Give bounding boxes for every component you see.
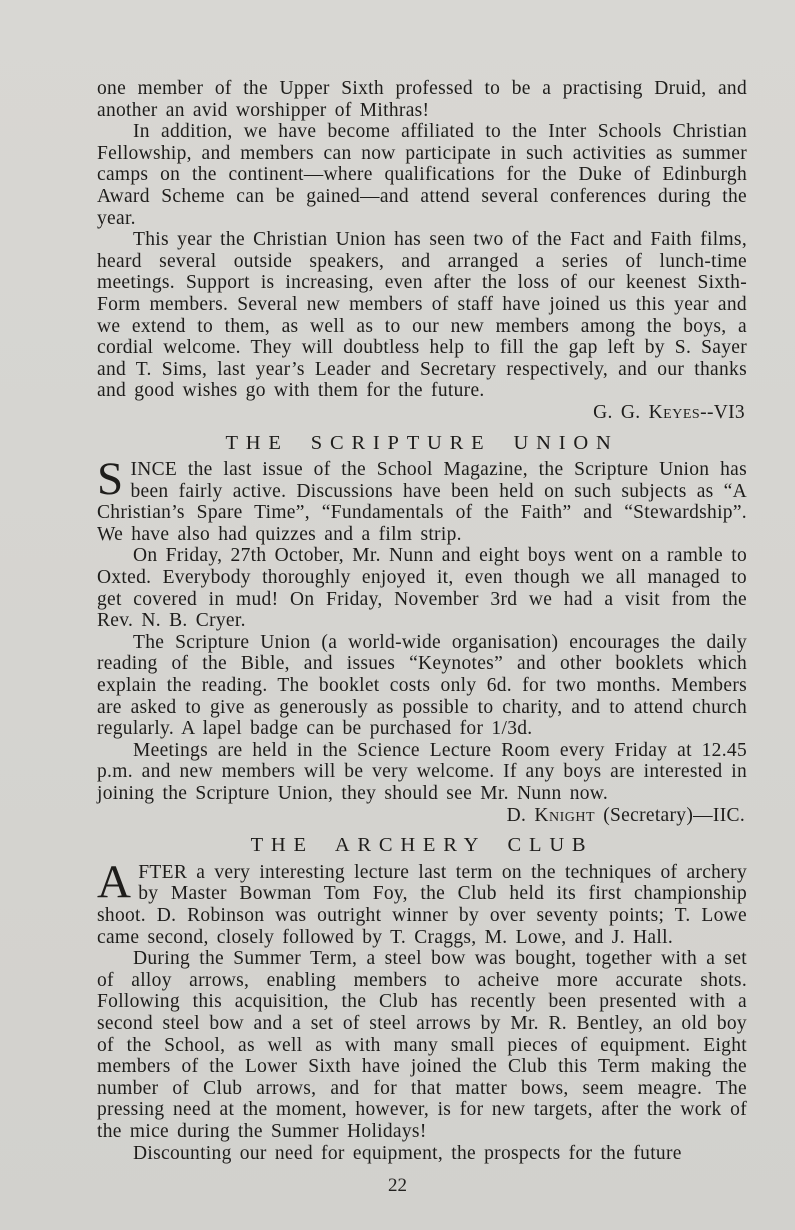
paragraph-in-addition: In addition, we have become affiliated to the Inter Schools Christian Fellowship, and members can now participate in such activities as summer camps on the continent—where qualifications for the Duke of Edinburgh Award Scheme can be gained—and attend several conferences during the year.: [97, 121, 747, 229]
page-content: [97, 78, 747, 1164]
dropcap-letter-s: S: [97, 453, 124, 506]
signature-surname: Knight: [534, 804, 596, 826]
paragraph-meetings: Meetings are held in the Science Lecture Room every Friday at 12.45 p.m. and new members will be very welcome. If any boys are interested in joining the Scripture Union, they should see Mr. Nunn now.: [97, 739, 747, 804]
signature-surname: Keyes: [648, 401, 701, 423]
paragraph-discounting: Discounting our need for equipment, the prospects for the future: [133, 1142, 682, 1164]
paragraph-continuation: one member of the Upper Sixth professed to be a practising Druid, and another an avid worshipper of Mithras!: [97, 78, 747, 121]
page-number: 22: [388, 1175, 407, 1196]
christian-union-section: [97, 78, 747, 424]
paragraph-summer-term: During the Summer Term, a steel bow was bought, together with a set of alloy arrows, enabling members to acheive more accurate shots. Following this acquisition, the Club has recently been presented with a second steel bow and a set of steel arrows by Mr. R. Bentley, an old boy of the School, as well as with many small pieces of equipment. Eight members of the Lower Sixth have joined the Club this Term making the number of Club arrows, and for that matter bows, seem meagre. The pressing need at the moment, however, is for new targets, after the work of the mice during the Summer Holidays!: [97, 948, 747, 1142]
signature-form: (Secretary)—IIC.: [595, 804, 745, 826]
archery-club-section: [97, 835, 747, 1164]
paragraph-world-wide: The Scripture Union (a world-wide organisation) encourages the daily reading of the Bible, and issues “Keynotes” and other booklets which explain the reading. The booklet costs only 6d. for two months. Members are asked to give as generously as possible to charity, and to attend church regularly. A lapel badge can be purchased for 1/3d.: [97, 631, 747, 740]
paragraph-on-friday: On Friday, 27th October, Mr. Nunn and eight boys went on a ramble to Oxted. Everybody thoroughly enjoyed it, even though we all managed to get covered in mud! On Friday, November 3rd we had a visit from the Rev. N. B. Cryer.: [97, 545, 747, 632]
paragraph-after-text: FTER a very interesting lecture last term on the techniques of archery by Master Bowman Tom Foy, the Club held its first championship shoot. D. Robinson was outright winner by over seventy points; T. Lowe came second, closely followed by T. Craggs, M. Lowe, and J. Hall.: [97, 861, 747, 948]
signature-keyes: [97, 402, 747, 424]
scripture-union-section: [97, 433, 747, 827]
scripture-union-heading: THE SCRIPTURE UNION: [225, 431, 619, 454]
dropcap-letter-a: A: [97, 855, 132, 908]
paragraph-since: [97, 453, 747, 545]
signature-initials: D.: [506, 804, 535, 826]
signature-initials: G. G.: [593, 401, 649, 423]
signature-knight: [97, 805, 747, 827]
paragraph-since-text: INCE the last issue of the School Magazine, the Scripture Union has been fairly active. Discussions have been held on such subjects as “A Christian’s Spare Time”, “Fundamentals of the Faith” and “Stewardship”. We have also had quizzes and a film strip.: [97, 459, 747, 545]
paragraph-after: [97, 855, 747, 948]
archery-club-heading: THE ARCHERY CLUB: [250, 834, 594, 857]
paragraph-this-year: This year the Christian Union has seen two of the Fact and Faith films, heard several outside speakers, and arranged a series of lunch-time meetings. Support is increasing, even after the loss of our keenest Sixth-Form members. Several new members of staff have joined us this year and we extend to them, as well as to our new members among the boys, a cordial welcome. They will doubtless help to fill the gap left by S. Sayer and T. Sims, last year’s Leader and Secretary respectively, and our thanks and good wishes go with them for the future.: [97, 229, 747, 402]
signature-form: --VI3: [700, 401, 745, 423]
